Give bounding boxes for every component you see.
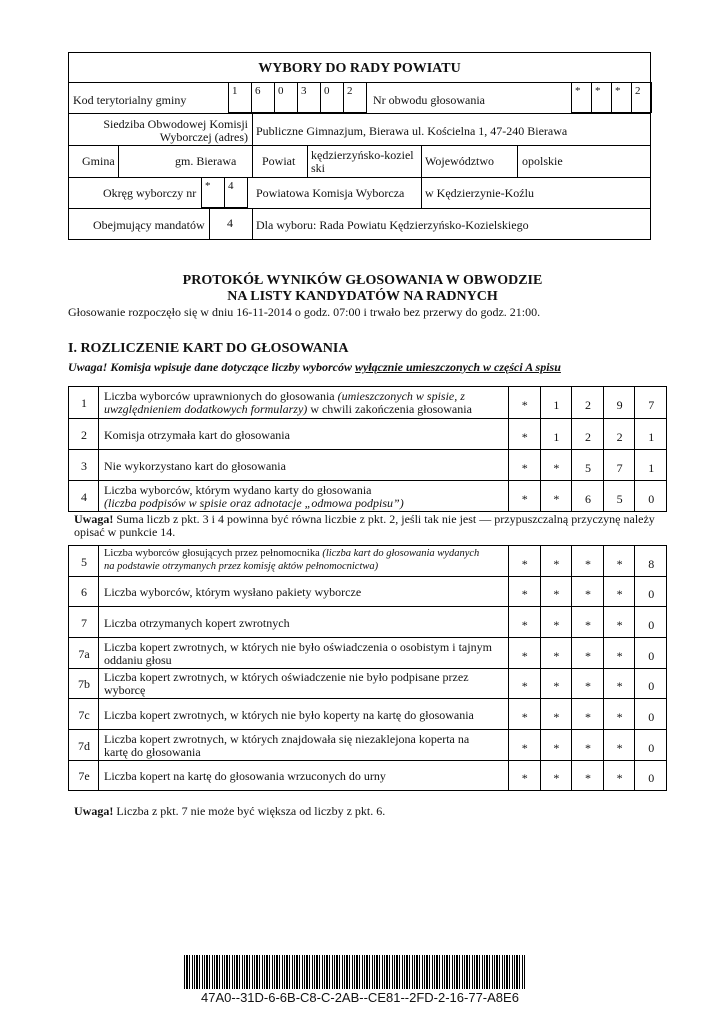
- digit-cell: [508, 698, 541, 730]
- row-number: 1: [81, 396, 87, 410]
- row-text: wyborcę: [104, 683, 146, 697]
- digit-cell: [571, 729, 604, 761]
- digit-cell: [603, 418, 636, 450]
- kod-digit-value: 0: [324, 85, 330, 97]
- row-text-italic: (umieszczonych w spisie, z: [337, 389, 465, 403]
- obwod-digit-value: *: [595, 85, 601, 97]
- row-description-cell: [98, 576, 509, 607]
- digit-cell: [508, 449, 541, 481]
- row-description-cell: [98, 668, 509, 699]
- row-text-line-1: [104, 548, 479, 560]
- row-description-cell: [98, 386, 509, 419]
- obwod-digit-value: *: [615, 85, 621, 97]
- digit-cell: [540, 729, 573, 761]
- row-number: 7: [81, 615, 87, 630]
- protokol-title-2: NA LISTY KANDYDATÓW NA RADNYCH: [227, 289, 498, 304]
- kod-label: Kod terytorialny gminy: [73, 93, 187, 107]
- digit-cell: [571, 668, 604, 699]
- uwaga2-line-1: [74, 512, 655, 526]
- row-text-italic: (liczba podpisów w spisie oraz adnotacje „odmowa podpisu”): [104, 495, 404, 510]
- siedziba-value: Publiczne Gimnazjum, Bierawa ul. Kościelna 1, 47-240 Bierawa: [256, 124, 568, 138]
- row-number: 7c: [78, 707, 90, 722]
- obwod-digit-cell: [571, 82, 592, 113]
- row-text: Liczba wyborców, którym wysłano pakiety wyborcze: [104, 585, 362, 599]
- digit-value: *: [553, 740, 560, 755]
- gmina-value: gm. Bierawa: [175, 154, 237, 168]
- obwod-digit-value: *: [575, 85, 581, 97]
- digit-value: *: [553, 587, 560, 601]
- mandaty-value: 4: [227, 216, 233, 230]
- uwaga2-line-2: opisać w punkcie 14.: [74, 525, 176, 539]
- section1-uwaga-underlined: wyłącznie umieszczonych w części A spisu: [355, 360, 561, 374]
- digit-value: 0: [648, 587, 655, 601]
- digit-value: *: [521, 771, 528, 785]
- digit-value: *: [553, 648, 560, 663]
- digit-value: *: [521, 460, 528, 475]
- row-text: Liczba wyborców głosujących przez pełnomocnika: [104, 547, 323, 559]
- digit-cell: [571, 480, 604, 512]
- row-text: oddaniu głosu: [104, 652, 172, 667]
- row-text-line-2: [104, 496, 404, 510]
- row-number: 3: [81, 458, 87, 473]
- row-number: 4: [81, 489, 87, 504]
- obwod-digit-cell: [591, 82, 612, 113]
- digit-value: 1: [553, 429, 560, 444]
- row-description-cell: [98, 637, 509, 669]
- digit-cell: [508, 606, 541, 638]
- barcode-image: [184, 955, 526, 989]
- row-text-line-1: [104, 459, 286, 473]
- digit-cell: [571, 760, 604, 791]
- header-table: [68, 52, 651, 240]
- row-number-cell: [68, 698, 99, 730]
- row-number: 6: [81, 585, 87, 599]
- digit-cell: [634, 418, 667, 450]
- kod-digit-value: 2: [347, 85, 353, 97]
- row-text: Liczba kopert zwrotnych, w których oświadczenie nie było podpisane przez: [104, 670, 469, 684]
- digit-value: *: [584, 740, 591, 755]
- kod-digit-value: 3: [301, 85, 307, 97]
- row-number-cell: [68, 449, 99, 481]
- digit-cell: [603, 637, 636, 669]
- row-text-line-2: [104, 653, 172, 667]
- row-description-cell: [98, 480, 509, 512]
- kod-digit-cell: [274, 82, 298, 113]
- digit-cell: [571, 418, 604, 450]
- digit-cell: [508, 729, 541, 761]
- digit-value: 7: [616, 460, 623, 475]
- kod-digit-value: 1: [232, 85, 238, 97]
- protokol-info: Głosowanie rozpoczęło się w dniu 16-11-2014 o godz. 07:00 i trwało bez przerwy do godz. 21:00.: [68, 305, 541, 319]
- digit-cell: [634, 760, 667, 791]
- digit-cell: [571, 545, 604, 577]
- row-number-cell: [68, 606, 99, 638]
- digit-cell: [603, 386, 636, 419]
- digit-value: 0: [648, 617, 655, 632]
- digit-cell: [634, 576, 667, 607]
- digit-cell: [571, 698, 604, 730]
- row-text-line-2: [104, 683, 145, 697]
- row-text-line-1: [104, 389, 465, 403]
- kod-digit-cell: [251, 82, 275, 113]
- digit-value: *: [584, 709, 591, 724]
- header-title: WYBORY DO RADY POWIATU: [258, 61, 461, 76]
- digit-cell: [571, 576, 604, 607]
- digit-cell: [603, 576, 636, 607]
- digit-cell: [634, 545, 667, 577]
- digit-value: *: [521, 429, 528, 444]
- protokol-title-1: PROTOKÓŁ WYNIKÓW GŁOSOWANIA W OBWODZIE: [182, 273, 543, 288]
- uwaga3: [74, 804, 385, 818]
- row-description-cell: [98, 698, 509, 730]
- row-number: 7e: [78, 769, 90, 783]
- digit-cell: [508, 545, 541, 577]
- dla-wyboru: Dla wyboru: Rada Powiatu Kędzierzyńsko-Kozielskiego: [256, 218, 529, 232]
- uwaga3-bold: Uwaga!: [74, 804, 114, 818]
- wojewodztwo-label: Województwo: [425, 154, 495, 168]
- row-text-line-2: [104, 402, 472, 416]
- row-text-line-1: [104, 708, 474, 722]
- digit-value: *: [584, 679, 591, 693]
- row-description-cell: [98, 760, 509, 791]
- digit-value: *: [584, 648, 591, 663]
- row-text-line-1: [104, 670, 469, 684]
- row-number-cell: [68, 760, 99, 791]
- digit-cell: [634, 668, 667, 699]
- row-text-italic: na podstawie otrzymanych przez komisję aktów pełnomocnictwa): [104, 560, 379, 572]
- row-number-cell: [68, 418, 99, 450]
- digit-value: *: [553, 679, 560, 693]
- okreg-digit-value: 4: [228, 180, 234, 192]
- digit-cell: [571, 637, 604, 669]
- row-number-cell: [68, 480, 99, 512]
- digit-value: *: [521, 398, 528, 412]
- digit-value: 1: [648, 460, 655, 475]
- row-number-cell: [68, 668, 99, 699]
- row-text-line-1: [104, 769, 386, 783]
- row-description-cell: [98, 729, 509, 761]
- okreg-digit-value: *: [205, 180, 211, 192]
- digit-value: *: [584, 556, 591, 571]
- digit-cell: [634, 729, 667, 761]
- row-text-line-1: [104, 732, 469, 746]
- digit-cell: [603, 729, 636, 761]
- uwaga2-text-1: Suma liczb z pkt. 3 i 4 powinna być równa liczbie z pkt. 2, jeśli tak nie jest — przypuszczalną przyczynę należy: [113, 512, 655, 526]
- digit-cell: [508, 386, 541, 419]
- digit-value: 6: [584, 491, 591, 506]
- kod-digit-cell: [320, 82, 344, 113]
- digit-value: 8: [648, 556, 655, 571]
- digit-cell: [540, 606, 573, 638]
- powiat-value-1: kędzierzyńsko-koziel: [311, 148, 414, 162]
- digit-cell: [603, 449, 636, 481]
- komisja-value: w Kędzierzynie-Koźlu: [425, 186, 534, 200]
- row-number-cell: [68, 386, 99, 419]
- digit-value: 1: [648, 429, 655, 444]
- digit-value: *: [616, 679, 623, 693]
- digit-value: *: [521, 556, 528, 571]
- digit-cell: [603, 480, 636, 512]
- digit-cell: [540, 480, 573, 512]
- kod-digit-value: 0: [278, 85, 284, 97]
- row-number: 7a: [78, 646, 90, 661]
- digit-value: 0: [648, 491, 655, 506]
- komisja-label: Powiatowa Komisja Wyborcza: [256, 186, 405, 200]
- obwod-digit-cell: [631, 82, 652, 113]
- row-description-cell: [98, 418, 509, 450]
- digit-cell: [634, 606, 667, 638]
- powiat-value-2: ski: [311, 161, 326, 175]
- digit-value: 2: [584, 429, 591, 444]
- digit-cell: [634, 386, 667, 419]
- row-text-italic: uwzględnieniem dodatkowych formularzy): [104, 402, 308, 416]
- digit-value: *: [521, 679, 528, 693]
- kod-digit-cell: [343, 82, 367, 113]
- digit-cell: [508, 668, 541, 699]
- row-text-line-1: [104, 616, 290, 630]
- digit-value: *: [616, 587, 623, 601]
- okreg-digit-cell: [224, 177, 248, 208]
- row-text-line-1: [104, 428, 290, 442]
- kod-digit-cell: [297, 82, 321, 113]
- obwod-digit-cell: [611, 82, 632, 113]
- digit-cell: [540, 418, 573, 450]
- digit-cell: [508, 418, 541, 450]
- digit-value: *: [553, 771, 560, 785]
- row-text: w chwili zakończenia głosowania: [307, 402, 472, 416]
- row-text-line-1: [104, 585, 361, 599]
- row-text: Liczba kopert zwrotnych, w których znajdowała się niezaklejona koperta na: [104, 731, 470, 746]
- row-number-cell: [68, 576, 99, 607]
- digit-cell: [603, 606, 636, 638]
- digit-value: *: [521, 709, 528, 724]
- digit-cell: [540, 760, 573, 791]
- row-number-cell: [68, 637, 99, 669]
- digit-value: 1: [553, 398, 560, 412]
- row-description-cell: [98, 606, 509, 638]
- digit-cell: [540, 668, 573, 699]
- digit-value: *: [521, 587, 528, 601]
- digit-cell: [634, 698, 667, 730]
- row-text-line-1: [104, 640, 492, 654]
- obwod-digit-value: 2: [635, 85, 641, 97]
- digit-value: *: [616, 740, 623, 755]
- mandaty-label: Obejmujący mandatów: [93, 218, 205, 232]
- uwaga2-bold: Uwaga!: [74, 512, 114, 526]
- kod-digit-cell: [228, 82, 252, 113]
- digit-value: *: [553, 556, 560, 571]
- row-text: Liczba wyborców, którym wydano karty do głosowania: [104, 482, 372, 497]
- digit-cell: [540, 449, 573, 481]
- digit-value: *: [521, 491, 528, 506]
- digit-value: *: [616, 709, 623, 724]
- digit-value: *: [584, 587, 591, 601]
- row-number: 5: [81, 554, 87, 569]
- digit-value: 0: [648, 679, 655, 693]
- digit-value: *: [616, 771, 623, 785]
- row-text: Liczba wyborców uprawnionych do głosowania: [104, 389, 338, 403]
- nr-obwodu-label: Nr obwodu głosowania: [373, 93, 485, 107]
- digit-cell: [634, 449, 667, 481]
- digit-value: 0: [648, 771, 655, 785]
- digit-value: *: [616, 617, 623, 632]
- digit-value: 2: [616, 429, 623, 444]
- digit-value: 2: [584, 398, 591, 412]
- section1-uwaga-prefix: Uwaga! Komisja wpisuje dane dotyczące liczby wyborców: [68, 360, 355, 374]
- digit-cell: [603, 545, 636, 577]
- row-text-italic: (liczba kart do głosowania wydanych: [322, 547, 480, 559]
- digit-value: 0: [648, 740, 655, 755]
- digit-cell: [508, 760, 541, 791]
- row-text-line-2: [104, 745, 201, 759]
- digit-value: 7: [648, 398, 655, 412]
- row-text-line-2: [104, 561, 378, 573]
- row-number: 7b: [78, 677, 90, 691]
- digit-cell: [540, 576, 573, 607]
- row-description-cell: [98, 545, 509, 577]
- row-text: Liczba kopert zwrotnych, w których nie było koperty na kartę do głosowania: [104, 707, 474, 722]
- digit-cell: [603, 668, 636, 699]
- digit-value: *: [521, 648, 528, 663]
- digit-value: *: [616, 648, 623, 663]
- digit-value: *: [521, 740, 528, 755]
- digit-value: 5: [616, 491, 623, 506]
- digit-value: 0: [648, 709, 655, 724]
- siedziba-label-1: Siedziba Obwodowej Komisji: [103, 117, 248, 131]
- digit-cell: [540, 386, 573, 419]
- row-description-cell: [98, 449, 509, 481]
- digit-value: 0: [648, 648, 655, 663]
- digit-cell: [571, 606, 604, 638]
- digit-value: 9: [616, 398, 623, 412]
- digit-cell: [571, 449, 604, 481]
- digit-cell: [571, 386, 604, 419]
- digit-cell: [508, 480, 541, 512]
- uwaga3-text: Liczba z pkt. 7 nie może być większa od liczby z pkt. 6.: [113, 804, 386, 818]
- okreg-digit-cell: [201, 177, 225, 208]
- row-number: 2: [81, 427, 87, 442]
- digit-value: *: [584, 617, 591, 632]
- digit-cell: [603, 760, 636, 791]
- row-text: Nie wykorzystano kart do głosowania: [104, 458, 286, 473]
- digit-value: *: [553, 491, 560, 506]
- wojewodztwo-value: opolskie: [522, 154, 563, 168]
- section1-title: I. ROZLICZENIE KART DO GŁOSOWANIA: [68, 341, 349, 356]
- siedziba-label-2: Wyborczej (adres): [159, 130, 248, 144]
- digit-cell: [540, 545, 573, 577]
- row-text: Liczba kopert zwrotnych, w których nie było oświadczenia o osobistym i tajnym: [104, 639, 492, 654]
- row-number: 7d: [78, 738, 90, 753]
- row-number-cell: [68, 545, 99, 577]
- digit-cell: [634, 480, 667, 512]
- digit-value: 5: [584, 460, 591, 475]
- digit-cell: [634, 637, 667, 669]
- gmina-label: Gmina: [82, 154, 115, 168]
- digit-value: *: [616, 556, 623, 571]
- digit-value: *: [584, 771, 591, 785]
- digit-cell: [540, 637, 573, 669]
- digit-cell: [508, 637, 541, 669]
- row-number-cell: [68, 729, 99, 761]
- row-text-line-1: [104, 483, 372, 497]
- digit-cell: [508, 576, 541, 607]
- row-text: kartę do głosowania: [104, 744, 201, 759]
- row-text: Liczba otrzymanych kopert zwrotnych: [104, 615, 290, 630]
- okreg-label: Okręg wyborczy nr: [103, 186, 197, 200]
- row-text: Komisja otrzymała kart do głosowania: [104, 427, 290, 442]
- section1-uwaga: [68, 360, 561, 374]
- row-text: Liczba kopert na kartę do głosowania wrzuconych do urny: [104, 769, 386, 783]
- digit-cell: [540, 698, 573, 730]
- digit-value: *: [553, 617, 560, 632]
- digit-cell: [603, 698, 636, 730]
- digit-value: *: [553, 460, 560, 475]
- kod-digit-value: 6: [255, 85, 261, 97]
- digit-value: *: [553, 709, 560, 724]
- powiat-label: Powiat: [262, 154, 296, 168]
- barcode-text: 47A0--31D-6-6B-C8-C-2AB--CE81--2FD-2-16-77-A8E6: [201, 990, 519, 1005]
- digit-value: *: [521, 617, 528, 632]
